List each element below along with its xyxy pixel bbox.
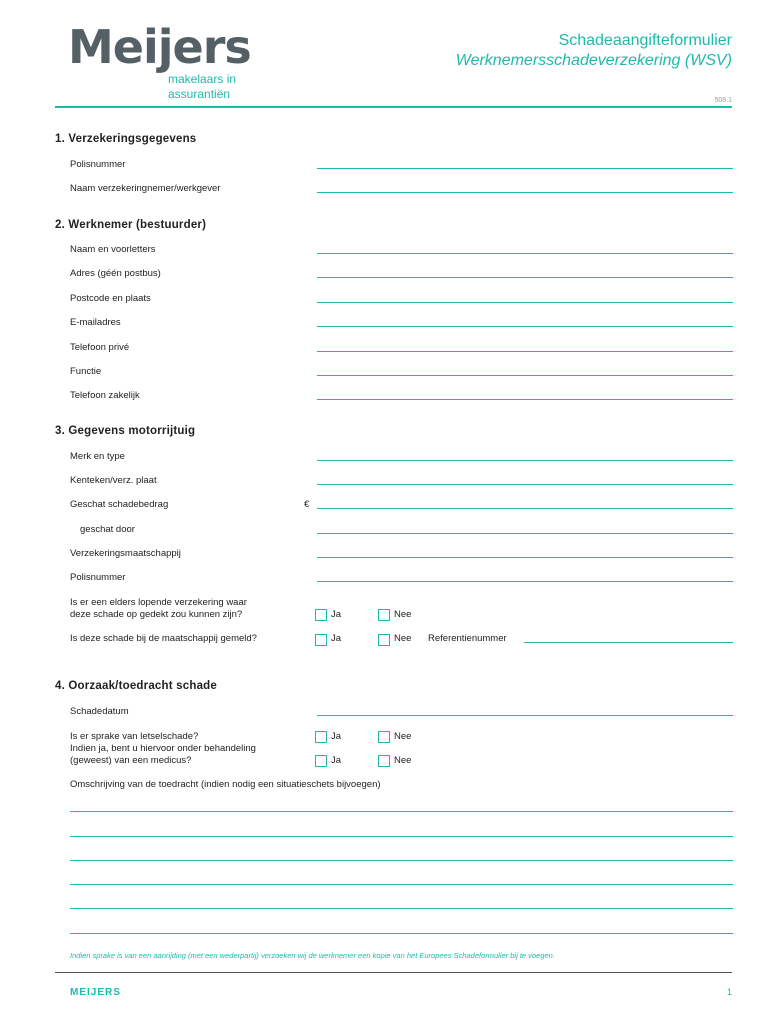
input-telefoon-zakelijk[interactable] [317,399,733,400]
input-omschrijving-line-1[interactable] [70,811,733,812]
input-verzekeringnemer[interactable] [317,192,733,193]
input-email[interactable] [317,326,733,327]
input-schadedatum[interactable] [317,715,733,716]
checkbox-behandeling-nee[interactable] [378,755,390,767]
checkbox-gemeld-nee[interactable] [378,634,390,646]
section-4-title: 4. Oorzaak/toedracht schade [55,680,217,692]
checkbox-elders-ja[interactable] [315,609,327,621]
input-omschrijving-line-2[interactable] [70,836,733,837]
input-postcode[interactable] [317,302,733,303]
field-label-email: E-mailadres [70,317,121,328]
input-omschrijving-line-6[interactable] [70,933,733,934]
input-omschrijving-line-4[interactable] [70,884,733,885]
field-label-geschat-door: geschat door [80,524,135,535]
input-schadebedrag[interactable] [317,508,733,509]
section-2-title: 2. Werknemer (bestuurder) [55,219,207,231]
input-adres[interactable] [317,277,733,278]
option-label-nee: Nee [394,609,412,620]
input-omschrijving-line-3[interactable] [70,860,733,861]
option-label-ja: Ja [331,731,342,742]
field-label-telefoon-prive: Telefoon privé [70,342,130,353]
checkbox-gemeld-ja[interactable] [315,634,327,646]
form-code: 508.1 [714,97,732,104]
logo-tagline [168,72,236,102]
option-label-nee: Nee [394,731,412,742]
input-referentienummer[interactable] [524,642,733,643]
section-3-title: 3. Gegevens motorrijtuig [55,425,196,437]
option-label-nee: Nee [394,633,412,644]
input-telefoon-prive[interactable] [317,351,733,352]
checkbox-letsel-nee[interactable] [378,731,390,743]
option-label-ja: Ja [331,755,342,766]
question-behandeling-line-2: (geweest) van een medicus? [70,755,192,766]
field-label-verzekeringnemer: Naam verzekeringnemer/werkgever [70,183,221,194]
field-label-telefoon-zakelijk: Telefoon zakelijk [70,390,140,401]
option-label-ja: Ja [331,633,342,644]
field-label-functie: Functie [70,366,102,377]
field-label-referentienummer: Referentienummer [428,633,507,644]
field-label-omschrijving: Omschrijving van de toedracht (indien nodig een situatieschets bijvoegen) [70,779,381,790]
input-maatschappij[interactable] [317,557,733,558]
currency-symbol: € [304,499,310,510]
input-polisnummer[interactable] [317,168,733,169]
section-1-title: 1. Verzekeringsgegevens [55,133,197,145]
header-divider [55,106,732,108]
form-subtitle: Werknemersschadeverzekering (WSV) [455,52,732,69]
field-label-merk: Merk en type [70,451,125,462]
tagline-line-1: makelaars in [168,72,237,86]
input-omschrijving-line-5[interactable] [70,908,733,909]
field-label-schadedatum: Schadedatum [70,706,129,717]
tagline-line-2: assurantiën [168,87,231,101]
input-kenteken[interactable] [317,484,733,485]
question-behandeling-line-1: Indien ja, bent u hiervoor onder behandeling [70,743,256,754]
footer-brand: MEIJERS [70,987,121,998]
input-polisnummer-2[interactable] [317,581,733,582]
question-elders-line-1: Is er een elders lopende verzekering waar [70,597,247,608]
input-functie[interactable] [317,375,733,376]
input-naam[interactable] [317,253,733,254]
question-elders-line-2: deze schade op gedekt zou kunnen zijn? [70,609,243,620]
field-label-naam: Naam en voorletters [70,244,156,255]
question-gemeld: Is deze schade bij de maatschappij gemeld? [70,633,257,644]
field-label-kenteken: Kenteken/verz. plaat [70,475,157,486]
field-label-adres: Adres (géén postbus) [70,268,161,279]
field-label-maatschappij: Verzekeringsmaatschappij [70,548,181,559]
checkbox-behandeling-ja[interactable] [315,755,327,767]
option-label-ja: Ja [331,609,342,620]
question-letsel: Is er sprake van letselschade? [70,731,199,742]
field-label-schadebedrag: Geschat schadebedrag [70,499,169,510]
page-number: 1 [726,987,732,997]
input-merk[interactable] [317,460,733,461]
option-label-nee: Nee [394,755,412,766]
form-title: Schadeaangifteformulier [558,32,732,49]
input-geschat-door[interactable] [317,533,733,534]
footnote: Indien sprake is van een aanrijding (met een wederpartij) verzoeken wij de werknemer een kopie van het Europees Schadeformulier bij te voegen. [70,951,555,960]
field-label-polisnummer: Polisnummer [70,159,126,170]
footer-divider [55,972,732,973]
checkbox-elders-nee[interactable] [378,609,390,621]
company-logo: Meijers [68,20,251,74]
field-label-postcode: Postcode en plaats [70,293,151,304]
field-label-polisnummer-2: Polisnummer [70,572,126,583]
checkbox-letsel-ja[interactable] [315,731,327,743]
